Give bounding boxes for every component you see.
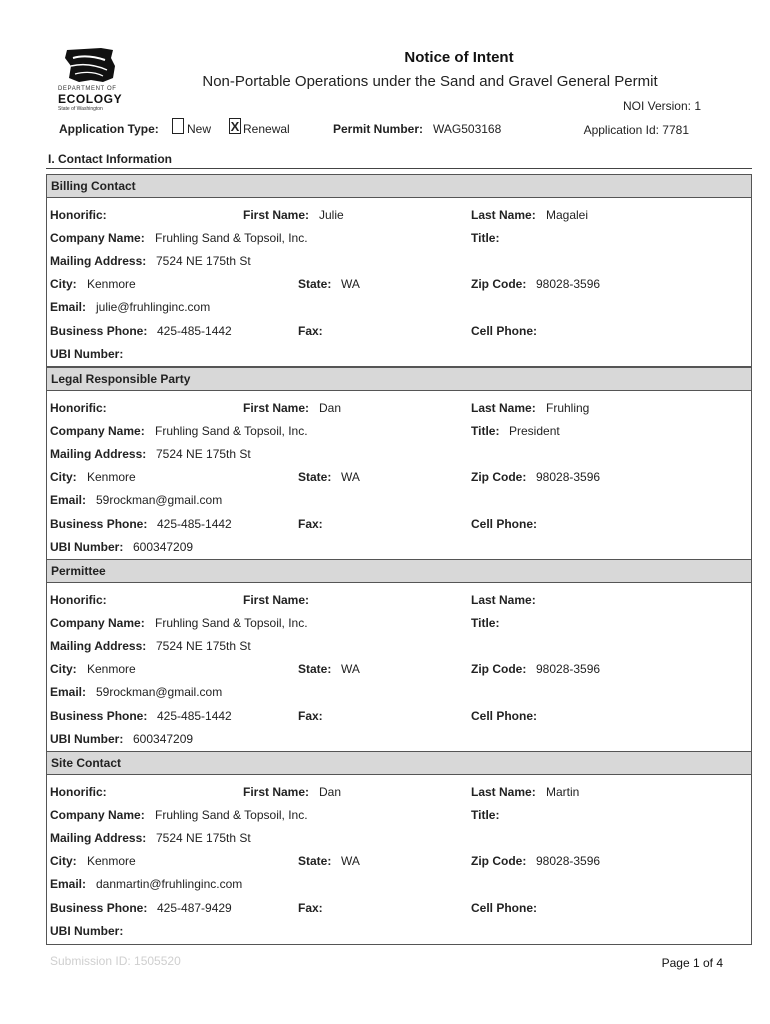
zip-value: 98028-3596 <box>536 854 601 868</box>
company-label: Company Name: <box>50 424 145 438</box>
fax-label: Fax: <box>298 517 323 531</box>
logo-dept-text: DEPARTMENT OF <box>58 86 117 92</box>
renewal-checkbox[interactable]: X <box>230 119 240 134</box>
mailing-label: Mailing Address: <box>50 639 147 653</box>
phone-value: 425-485-1442 <box>157 324 232 338</box>
section-header-4: Site Contact <box>46 751 752 775</box>
last-name-value: Magalei <box>546 208 589 222</box>
phone-value: 425-485-1442 <box>157 709 232 723</box>
email-value: julie@fruhlinginc.com <box>96 300 211 314</box>
zip-label: Zip Code: <box>471 854 527 868</box>
mailing-label: Mailing Address: <box>50 254 147 268</box>
page-title: Notice of Intent <box>404 49 514 66</box>
title-label: Title: <box>471 231 500 245</box>
phone-label: Business Phone: <box>50 517 148 531</box>
city-label: City: <box>50 277 77 291</box>
zip-value: 98028-3596 <box>536 470 601 484</box>
zip-label: Zip Code: <box>471 277 527 291</box>
contact-box <box>46 774 752 945</box>
company-value: Fruhling Sand & Topsoil, Inc. <box>155 808 308 822</box>
submission-id: Submission ID: 1505520 <box>50 954 181 968</box>
first-name-label: First Name: <box>243 593 310 607</box>
ubi-label: UBI Number: <box>50 732 124 746</box>
section-header-2: Legal Responsible Party <box>46 367 752 391</box>
ubi-label: UBI Number: <box>50 347 124 361</box>
title-label: Title: <box>471 424 500 438</box>
ubi-label: UBI Number: <box>50 924 124 938</box>
new-label: New <box>187 122 212 136</box>
email-label: Email: <box>50 300 87 314</box>
zip-label: Zip Code: <box>471 662 527 676</box>
ubi-value: 600347209 <box>133 732 194 746</box>
section-title: I. Contact Information <box>48 152 172 166</box>
email-value: 59rockman@gmail.com <box>96 685 223 699</box>
city-label: City: <box>50 470 77 484</box>
last-name-label: Last Name: <box>471 401 536 415</box>
honorific-label: Honorific: <box>50 785 107 799</box>
cell-label: Cell Phone: <box>471 709 538 723</box>
ubi-label: UBI Number: <box>50 540 124 554</box>
logo-state-text: State of Washington <box>58 106 103 112</box>
last-name-value: Fruhling <box>546 401 590 415</box>
first-name-value: Julie <box>319 208 344 222</box>
state-label: State: <box>298 277 332 291</box>
permit-number-value: WAG503168 <box>433 122 502 136</box>
contact-box <box>46 582 752 752</box>
email-label: Email: <box>50 877 87 891</box>
last-name-label: Last Name: <box>471 208 536 222</box>
phone-value: 425-487-9429 <box>157 901 232 915</box>
email-value: danmartin@fruhlinginc.com <box>96 877 243 891</box>
first-name-label: First Name: <box>243 785 310 799</box>
company-label: Company Name: <box>50 231 145 245</box>
state-value: WA <box>341 662 360 676</box>
company-value: Fruhling Sand & Topsoil, Inc. <box>155 424 308 438</box>
section-divider <box>46 168 752 169</box>
email-value: 59rockman@gmail.com <box>96 493 223 507</box>
phone-label: Business Phone: <box>50 901 148 915</box>
first-name-label: First Name: <box>243 208 310 222</box>
renewal-label: Renewal <box>243 122 290 136</box>
bottom-divider <box>46 944 752 945</box>
mailing-value: 7524 NE 175th St <box>156 831 251 845</box>
last-name-value: Martin <box>546 785 580 799</box>
last-name-label: Last Name: <box>471 785 536 799</box>
honorific-label: Honorific: <box>50 401 107 415</box>
company-value: Fruhling Sand & Topsoil, Inc. <box>155 616 308 630</box>
honorific-label: Honorific: <box>50 208 107 222</box>
contact-box <box>46 197 752 367</box>
phone-label: Business Phone: <box>50 324 148 338</box>
section-header-1: Billing Contact <box>46 174 752 198</box>
ubi-value: 600347209 <box>133 540 194 554</box>
fax-label: Fax: <box>298 324 323 338</box>
city-value: Kenmore <box>87 662 136 676</box>
first-name-value: Dan <box>319 401 342 415</box>
page-number: Page 1 of 4 <box>661 956 723 970</box>
honorific-label: Honorific: <box>50 593 107 607</box>
state-label: State: <box>298 662 332 676</box>
email-label: Email: <box>50 685 87 699</box>
city-label: City: <box>50 854 77 868</box>
fax-label: Fax: <box>298 901 323 915</box>
cell-label: Cell Phone: <box>471 901 538 915</box>
mailing-value: 7524 NE 175th St <box>156 447 251 461</box>
city-label: City: <box>50 662 77 676</box>
company-label: Company Name: <box>50 808 145 822</box>
state-label: State: <box>298 470 332 484</box>
section-header-3: Permittee <box>46 559 752 583</box>
last-name-label: Last Name: <box>471 593 536 607</box>
mailing-label: Mailing Address: <box>50 447 147 461</box>
state-value: WA <box>341 470 360 484</box>
city-value: Kenmore <box>87 470 136 484</box>
first-name-label: First Name: <box>243 401 310 415</box>
mailing-value: 7524 NE 175th St <box>156 254 251 268</box>
mailing-value: 7524 NE 175th St <box>156 639 251 653</box>
phone-value: 425-485-1442 <box>157 517 232 531</box>
company-value: Fruhling Sand & Topsoil, Inc. <box>155 231 308 245</box>
city-value: Kenmore <box>87 854 136 868</box>
application-id: Application Id: 7781 <box>583 123 689 137</box>
company-label: Company Name: <box>50 616 145 630</box>
logo-name-text: ECOLOGY <box>58 92 123 106</box>
zip-value: 98028-3596 <box>536 662 601 676</box>
permit-number-label: Permit Number: <box>333 122 424 136</box>
contact-box <box>46 390 752 560</box>
email-label: Email: <box>50 493 87 507</box>
zip-value: 98028-3596 <box>536 277 601 291</box>
state-value: WA <box>341 854 360 868</box>
title-label: Title: <box>471 616 500 630</box>
title-value: President <box>509 424 560 438</box>
state-label: State: <box>298 854 332 868</box>
application-type-label: Application Type: <box>59 122 159 136</box>
first-name-value: Dan <box>319 785 342 799</box>
phone-label: Business Phone: <box>50 709 148 723</box>
fax-label: Fax: <box>298 709 323 723</box>
title-label: Title: <box>471 808 500 822</box>
new-checkbox[interactable] <box>172 118 184 134</box>
mailing-label: Mailing Address: <box>50 831 147 845</box>
cell-label: Cell Phone: <box>471 324 538 338</box>
city-value: Kenmore <box>87 277 136 291</box>
zip-label: Zip Code: <box>471 470 527 484</box>
state-value: WA <box>341 277 360 291</box>
cell-label: Cell Phone: <box>471 517 538 531</box>
noi-version: NOI Version: 1 <box>622 99 701 113</box>
page-subtitle: Non-Portable Operations under the Sand and Gravel General Permit <box>202 73 658 90</box>
